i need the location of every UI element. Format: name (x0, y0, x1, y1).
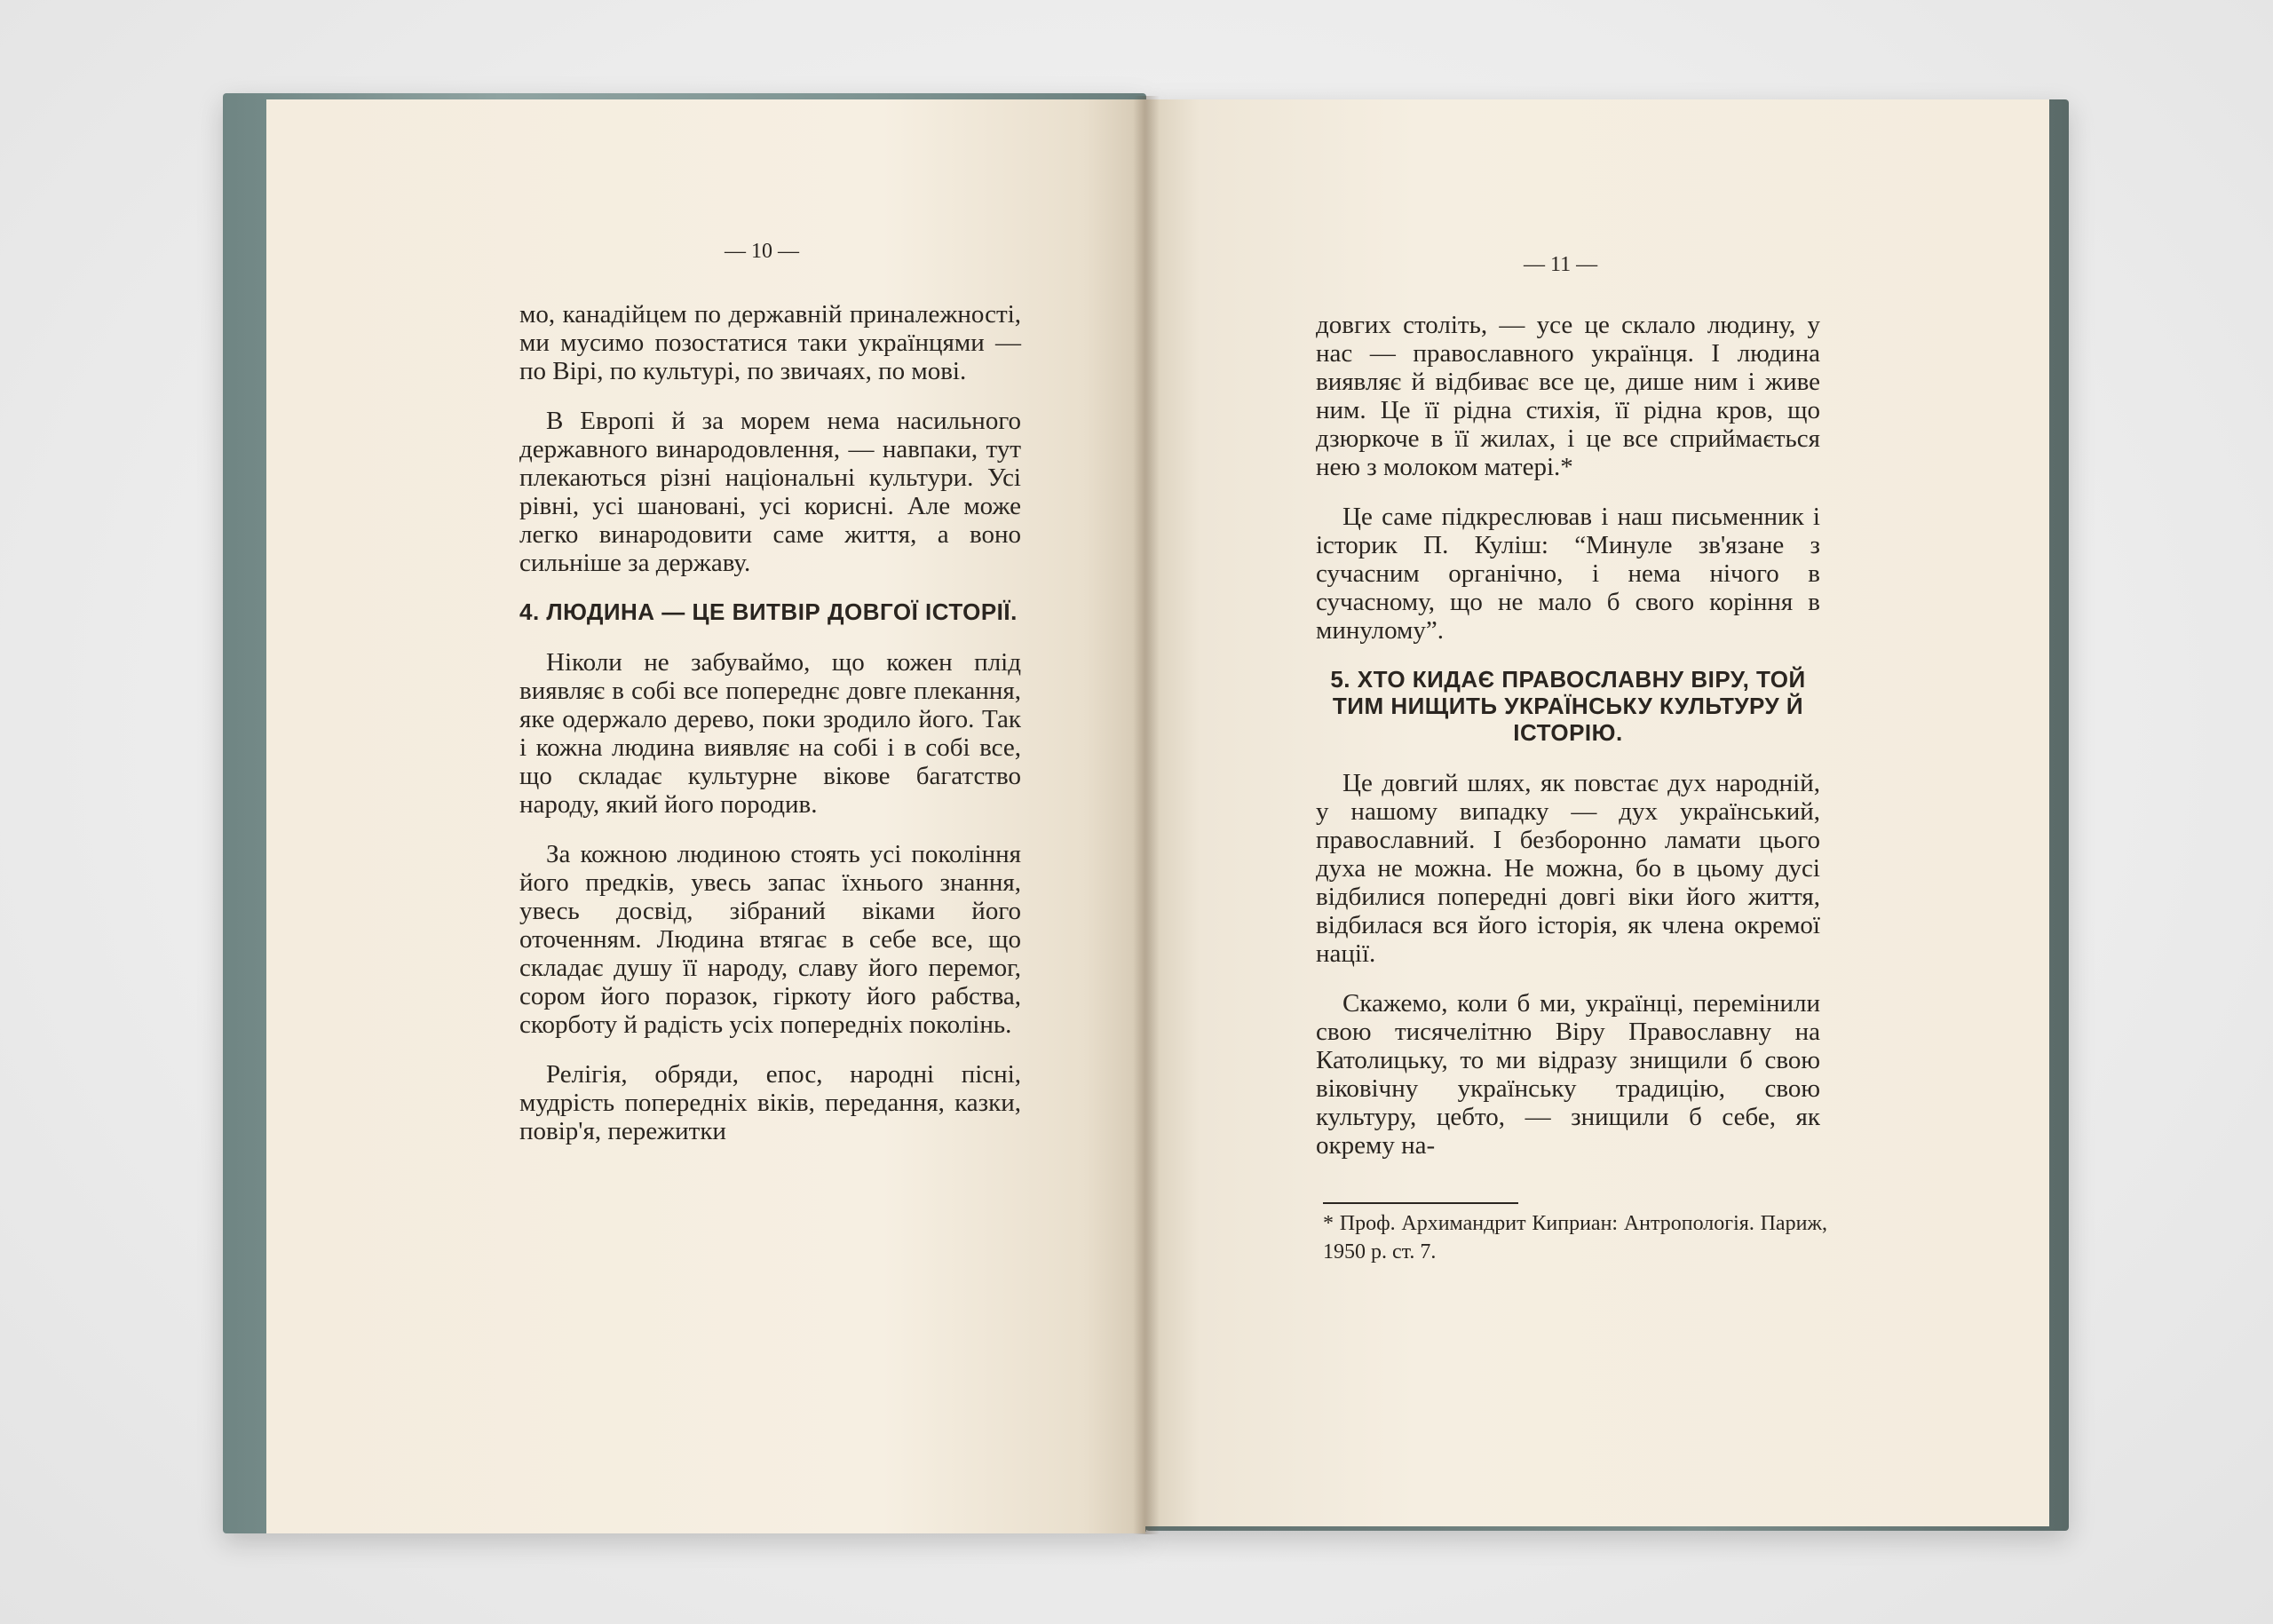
page-number-left: — 10 — (725, 240, 799, 263)
paragraph: Ніколи не забуваймо, що кожен плід виявляє в собі все попереднє довге плекання, яке одержало дерево, поки зродило його. Так і кожна людина виявляє на собі і в собі все, що складає культурне вікове багатство народу, який його породив. (519, 648, 1021, 819)
paragraph: Це довгий шлях, як повстає дух народній, у нашому випадку — дух український, православний. І безборонно ламати цього духа не можна. Не можна, бо в цьому дусі відбилися попередні довгі віки його життя, відбилася вся його історія, як члена окремої нації. (1316, 769, 1820, 968)
paragraph: Це саме підкреслював і наш письменник і історик П. Куліш: “Минуле зв'язане з сучасним органічно, і нема нічого в сучасному, що не мало б свого коріння в минулому”. (1316, 503, 1820, 645)
paragraph: Скажемо, коли б ми, українці, перемінили свою тисячелітню Віру Православну на Католицьку, то ми відразу знищили б свою віковічну українську традицію, свою культуру, цебто, — знищили б себе, як окрему на- (1316, 989, 1820, 1160)
right-page-text (1316, 311, 1820, 1181)
book-gutter (1133, 96, 1160, 1534)
paragraph: мо, канадійцем по державній приналежності, ми мусимо позостатися таки українцями — по Вірі, по культурі, по звичаях, по мові. (519, 300, 1021, 385)
page-number-right: — 11 — (1524, 253, 1598, 276)
footnote: * Проф. Архимандрит Киприан: Антропологія. Париж, 1950 р. ст. 7. (1323, 1212, 1827, 1264)
section-heading-4: 4. ЛЮДИНА — ЦЕ ВИТВІР ДОВГОЇ ІСТОРІЇ. (519, 598, 1018, 625)
footnote-rule (1323, 1202, 1518, 1204)
paragraph: За кожною людиною стоять усі покоління його предків, увесь запас їхнього знання, увесь досвід, зібраний віками його оточенням. Людина втягає в себе все, що складає душу її народу, славу його перемог, сором його поразок, гіркоту його рабства, скорботу й радість усіх попередніх поколінь. (519, 840, 1021, 1039)
paragraph: В Европі й за морем нема насильного державного винародовлення, — навпаки, тут плекаються різні національні культури. Усі рівні, усі шановані, усі корисні. Але може легко винародовити саме життя, а воно сильніше за державу. (519, 407, 1021, 577)
paragraph: Релігія, обряди, епос, народні пісні, мудрість попередніх віків, передання, казки, повір'я, пережитки (519, 1060, 1021, 1145)
section-heading-5: 5. ХТО КИДАЄ ПРАВОСЛАВНУ ВІРУ, ТОЙ ТИМ НИЩИТЬ УКРАЇНСЬКУ КУЛЬТУРУ Й ІСТОРІЮ. (1330, 666, 1806, 746)
left-page-text (519, 300, 1021, 1167)
paragraph: довгих століть, — усе це склало людину, у нас — православного українця. І людина виявляє й відбиває все це, дише ним і живе ним. Це її рідна стихія, її рідна кров, що дзюркоче в її жилах, і це все сприймається нею з молоком матері.* (1316, 311, 1820, 481)
